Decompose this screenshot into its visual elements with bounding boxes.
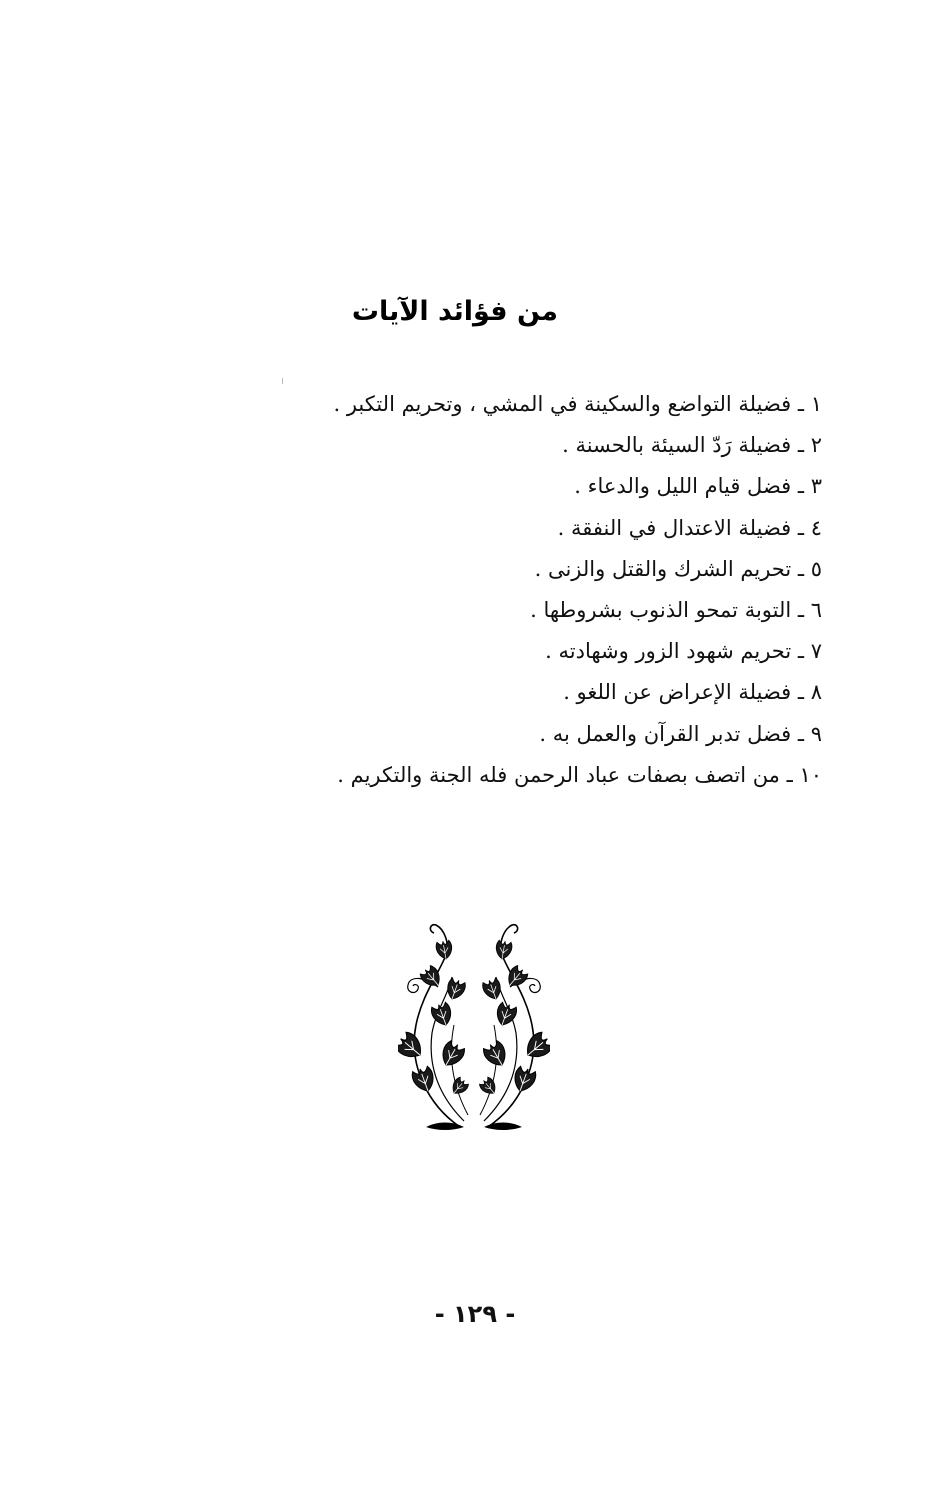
list-item: ٨ ـ فضيلة الإعراض عن اللغو . <box>563 680 822 705</box>
list-item: ٩ ـ فضل تدبر القرآن والعمل به . <box>539 721 822 746</box>
list-item: ٥ ـ تحريم الشرك والقتل والزنى . <box>534 556 822 581</box>
list-item: ١٠ ـ من اتصف بصفات عباد الرحمن فله الجنة والتكريم . <box>337 762 822 787</box>
list-item: ٤ ـ فضيلة الاعتدال في النفقة . <box>557 515 822 540</box>
margin-mark <box>282 378 283 384</box>
page-number: - ١٢٩ - <box>434 1300 516 1328</box>
floral-ornament-icon <box>398 915 550 1137</box>
list-item: ٢ ـ فضيلة رَدّ السيئة بالحسنة . <box>562 433 822 458</box>
list-item: ٦ ـ التوبة تمحو الذنوب بشروطها . <box>530 597 822 622</box>
list-item: ٣ ـ فضل قيام الليل والدعاء . <box>574 474 822 499</box>
list-item: ٧ ـ تحريم شهود الزور وشهادته . <box>545 639 822 664</box>
benefits-list <box>333 384 822 796</box>
page-title: من فؤائد الآيات <box>351 296 558 327</box>
list-item: ١ ـ فضيلة التواضع والسكينة في المشي ، وتحريم التكبر . <box>333 392 822 416</box>
